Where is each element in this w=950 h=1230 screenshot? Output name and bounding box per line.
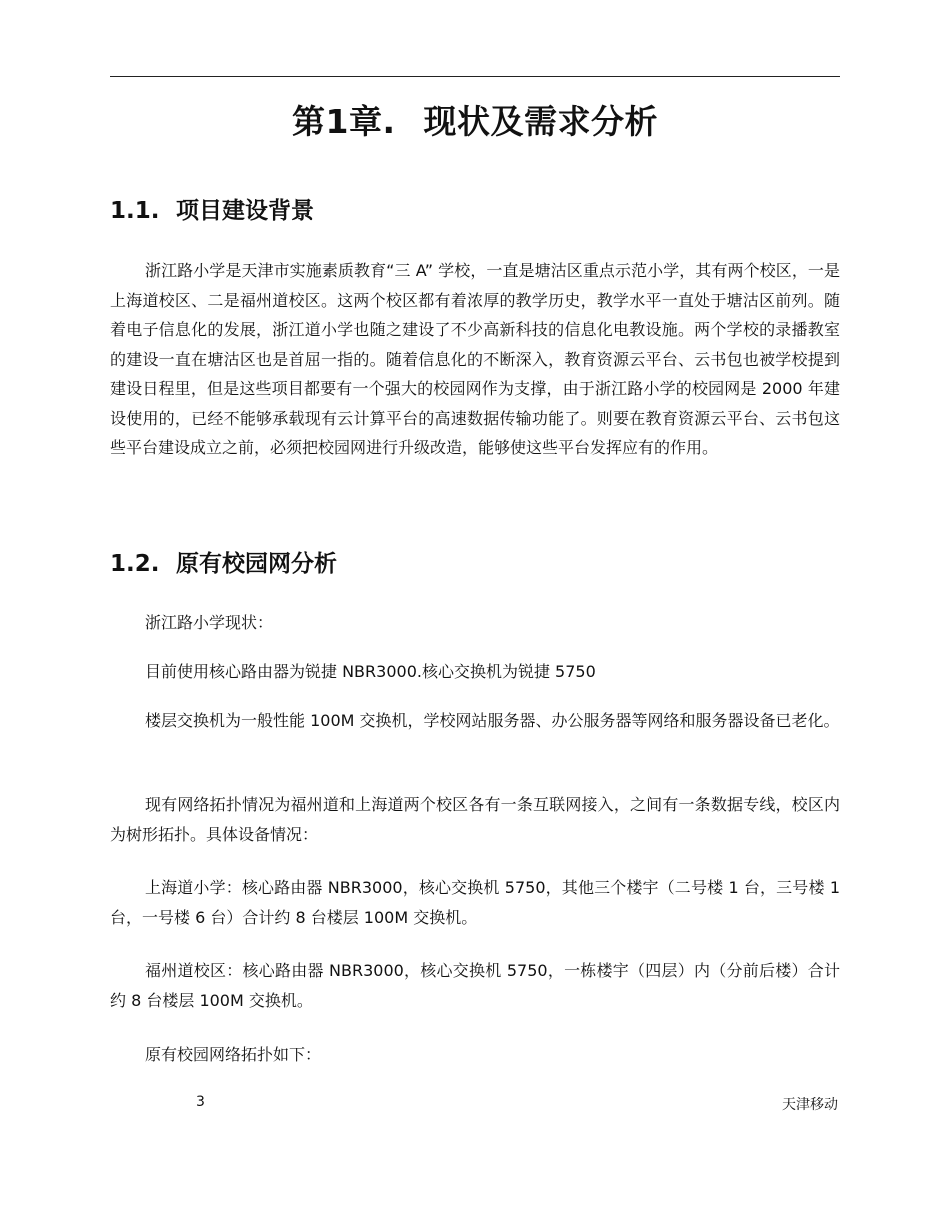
paragraph-topology: 现有网络拓扑情况为福州道和上海道两个校区各有一条互联网接入，之间有一条数据专线，校区内为树形拓扑。具体设备情况： xyxy=(110,795,840,844)
section-title: 原有校园网分析 xyxy=(176,551,337,577)
paragraph-status: 浙江路小学现状： xyxy=(145,613,274,632)
section-title: 项目建设背景 xyxy=(176,198,314,224)
paragraph-diagram-intro: 原有校园网络拓扑如下： xyxy=(145,1045,322,1064)
section-number: 1.1. xyxy=(110,198,160,224)
paragraph-floor-switches: 楼层交换机为一般性能 100M 交换机，学校网站服务器、办公服务器等网络和服务器设备已老化。 xyxy=(145,711,840,730)
page-number: 3 xyxy=(196,1094,205,1110)
paragraph-fuzhou-campus: 福州道校区：核心路由器 NBR3000，核心交换机 5750，一栋楼宇（四层）内（分前后楼）合计约 8 台楼层 100M 交换机。 xyxy=(110,961,840,1010)
section-heading-1-2 xyxy=(110,545,840,578)
section-number: 1.2. xyxy=(110,551,160,577)
section-heading-1-1 xyxy=(110,192,840,225)
chapter-title: 现状及需求分析 xyxy=(423,102,658,141)
paragraph-background: 浙江路小学是天津市实施素质教育“三 A” 学校，一直是塘沽区重点示范小学，其有两个校区，一是上海道校区、二是福州道校区。这两个校区都有着浓厚的教学历史，教学水平一直处于塘沽区前列。随着电子信息化的发展，浙江道小学也随之建设了不少高新科技的信息化电教设施。两个学校的录播教室的建设一直在塘沽区也是首屈一指的。随着信息化的不断深入，教育资源云平台、云书包也被学校提到建设日程里，但是这些项目都要有一个强大的校园网作为支撑，由于浙江路小学的校园网是 2000 年建设使用的，已经不能够承载现有云计算平台的高速数据传输功能了。则要在教育资源云平台、云书包这些平台建设成立之前，必须把校园网进行升级改造，能够使这些平台发挥应有的作用。 xyxy=(110,261,840,457)
chapter-number: 第1章. xyxy=(292,102,396,141)
paragraph-core-devices: 目前使用核心路由器为锐捷 NBR3000.核心交换机为锐捷 5750 xyxy=(145,662,596,681)
footer-company: 天津移动 xyxy=(782,1097,838,1113)
chapter-heading xyxy=(110,96,840,143)
header-rule xyxy=(110,76,840,77)
paragraph-shanghai-campus: 上海道小学：核心路由器 NBR3000，核心交换机 5750，其他三个楼宇（二号楼 1 台，三号楼 1 台，一号楼 6 台）合计约 8 台楼层 100M 交换机。 xyxy=(110,878,840,927)
